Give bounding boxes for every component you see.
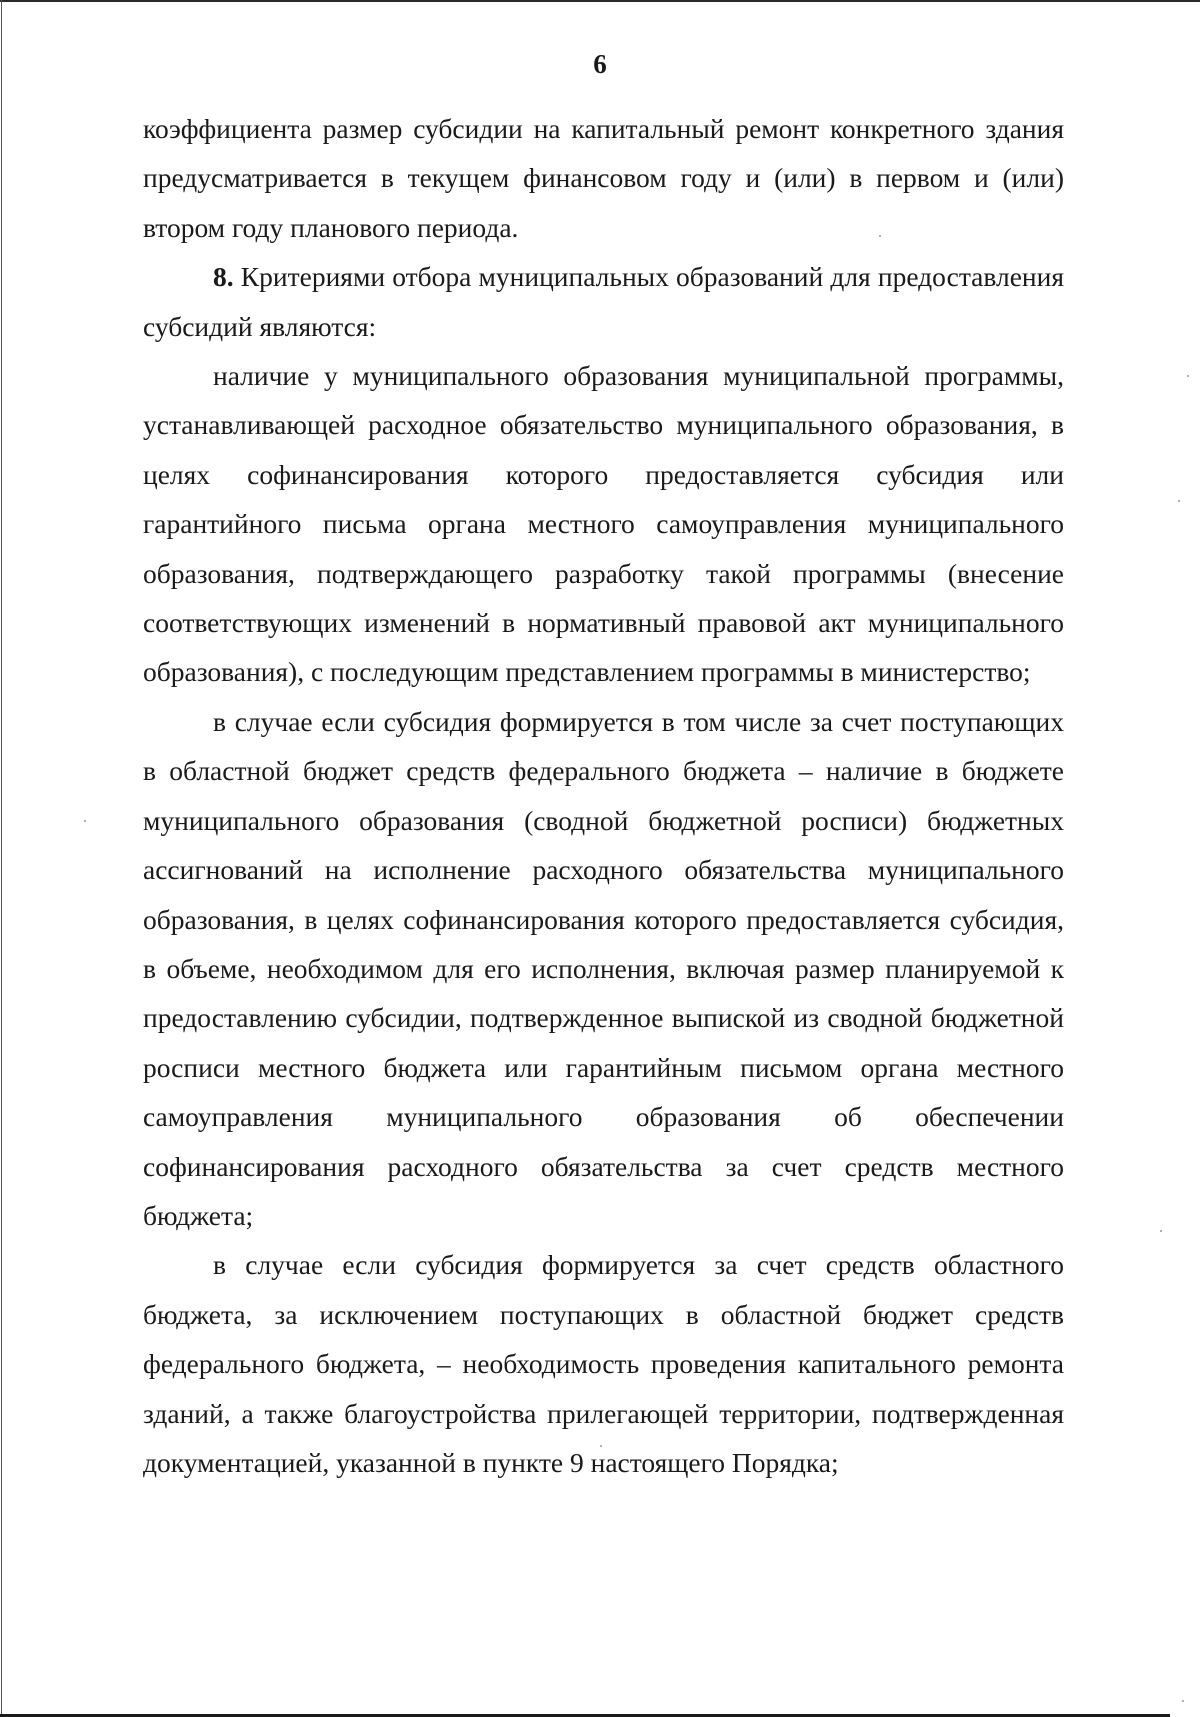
paragraph-criterion-program: наличие у муниципального образования муниципальной программы, устанавливающей расходное обязательство муниципального образования, в целях софинансирования которого предоставляется субсидия или гарантийного письма органа местного самоуправления муниципального образования, подтверждающего разработку такой программы (внесение соответствующих изменений в нормативный правовой акт муниципального образования), с последующим представлением программы в министерство; [143,360,1064,688]
scan-speck [600,1445,602,1447]
paragraph-item-8 [143,252,1064,351]
paragraph-text: Критериями отбора муниципальных образований для предоставления субсидий являются: [143,261,1065,342]
item-number: 8. [213,261,234,293]
scan-speck [1187,375,1189,377]
scan-speck [1182,1700,1184,1702]
scan-speck [84,820,86,822]
page-number: 6 [593,49,607,79]
paragraph-continuation: коэффициента размер субсидии на капитальный ремонт конкретного здания предусматривается в текущем финансовом году и (или) в первом и (или) втором году планового периода. [143,113,1064,243]
scan-edge-left [1,0,2,1717]
scan-speck [1160,1230,1162,1232]
scan-speck [879,235,881,237]
paragraph-criterion-regional: в случае если субсидия формируется за счет средств областного бюджета, за исключением поступающих в областной бюджет средств федерального бюджета, – необходимость проведения капитального ремонта зданий, а также благоустройства прилегающей территории, подтвержденная документацией, указанной в пункте 9 настоящего Порядка; [143,1249,1064,1478]
scan-edge-top [0,0,1200,2]
scan-speck [1178,500,1180,502]
paragraph-criterion-federal: в случае если субсидия формируется в том числе за счет поступающих в областной бюджет средств федерального бюджета – наличие в бюджете муниципального образования (сводной бюджетной росписи) бюджетных ассигнований на исполнение расходного обязательства муниципального образования, в целях софинансирования которого предоставляется субсидия, в объеме, необходимом для его исполнения, включая размер планируемой к предоставлению субсидии, подтвержденное выпиской из сводной бюджетной росписи местного бюджета или гарантийным письмом органа местного самоуправления муниципального образования об обеспечении софинансирования расходного обязательства за счет средств местного бюджета; [143,705,1064,1231]
document-body [143,104,1064,1487]
